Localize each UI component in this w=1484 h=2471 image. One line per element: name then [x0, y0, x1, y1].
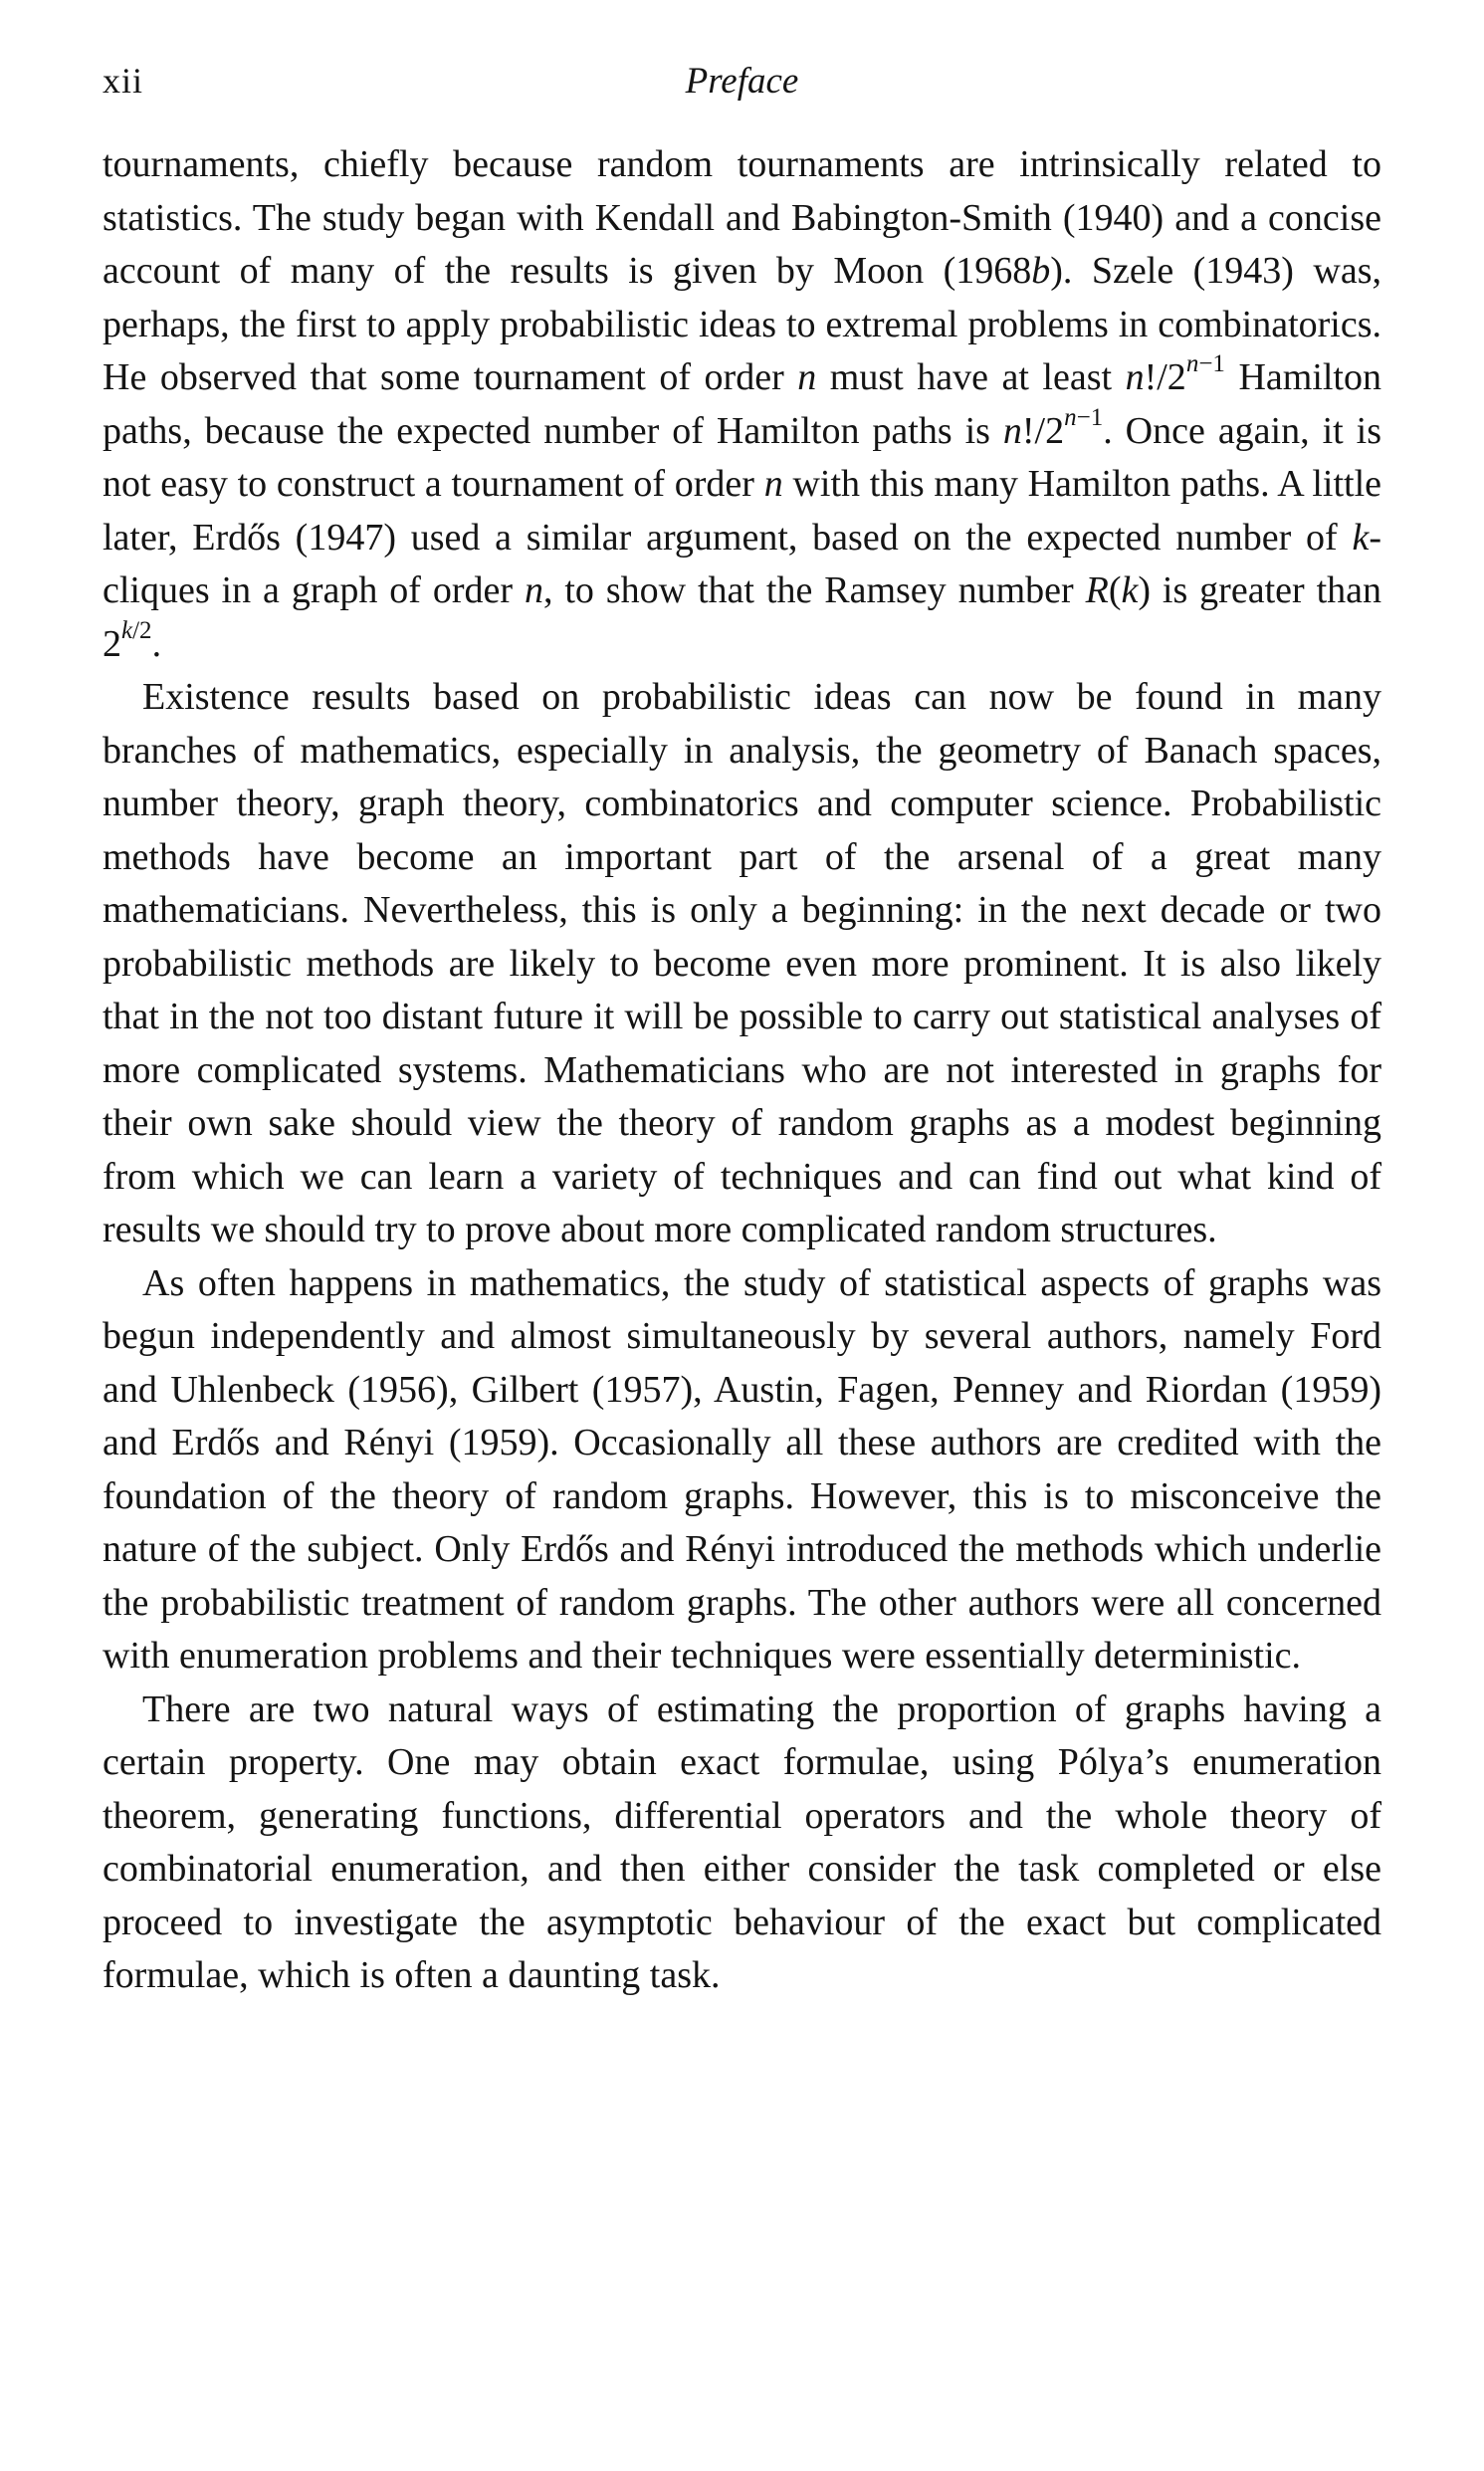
formula-exponent: k/2: [121, 616, 152, 644]
formula-n-factorial: $n!/2^{n-1}$: [1125, 350, 1225, 398]
running-title: Preface: [685, 61, 799, 102]
paragraph-4: There are two natural ways of estimating the proportion of graphs having a certain property. One may obtain exact formulae, using Pólya’s enumeration theorem, generating functions, differential operators and the whole theory of combinatorial enumeration, and then either consider the task completed or else proceed to investigate the asymptotic behaviour of the exact but complicated formulae, which is often a daunting task.: [103, 1687, 1381, 1996]
page-number: xii: [103, 61, 144, 101]
page-header: [103, 60, 1381, 119]
paragraph-3: As often happens in mathematics, the study of statistical aspects of graphs was begun independently and almost simultaneously by several authors, namely Ford and Uhlenbeck (1956), Gilbert (1957), Austin, Fagen, Penney and Riordan (1959) and Erdős and Rényi (1959). Occasionally all these authors are credited with the foundation of the theory of random graphs. However, this is to misconceive the nature of the subject. Only Erdős and Rényi introduced the methods which underlie the probabilistic treatment of random graphs. The other authors were all concerned with enumeration problems and their techniques were essentially deterministic.: [103, 1261, 1381, 1677]
paragraph-2: Existence results based on probabilistic ideas can now be found in many branches of mathematics, especially in analysis, the geometry of Banach spaces, number theory, graph theory, combinatorics and computer science. Probabilistic methods have become an important part of the arsenal of a great many mathematicians. Nevertheless, this is only a beginning: in the next decade or two probabilistic methods are likely to become even more prominent. It is also likely that in the not too distant future it will be possible to carry out statistical analyses of more complicated systems. Mathematicians who are not interested in graphs for their own sake should view the theory of random graphs as a modest beginning from which we can learn a variety of techniques and can find out what kind of results we should try to prove about more complicated random structures.: [103, 676, 1381, 1250]
body-text: [103, 138, 1381, 2003]
formula-n-factorial-2: $n!/2^{n-1}$: [1002, 403, 1104, 452]
paragraph-1: tournaments, chiefly because random tournaments are intrinsically related to statistics. The study began with Kendall and Babington-Smith (1940) and a concise account of many of the results is given by Moon (1968b). Szele (1943) was, perhaps, the first to apply probabilistic ideas to extremal problems in combinatorics. He observed that some tournament of order n must have at least $n!/2^{n-1}$ Hamilton paths, because the expected number of Hamilton paths is $n!/2^{n-1}$. Once again, it is not easy to construct a tournament of order n with this many Hamilton paths. A little later, Erdős (1947) used a similar argument, based on the expected number of k-cliques in a graph of order n, to show that the Ramsey number R(k) is greater than $2^{k/2}$.: [103, 143, 1381, 665]
